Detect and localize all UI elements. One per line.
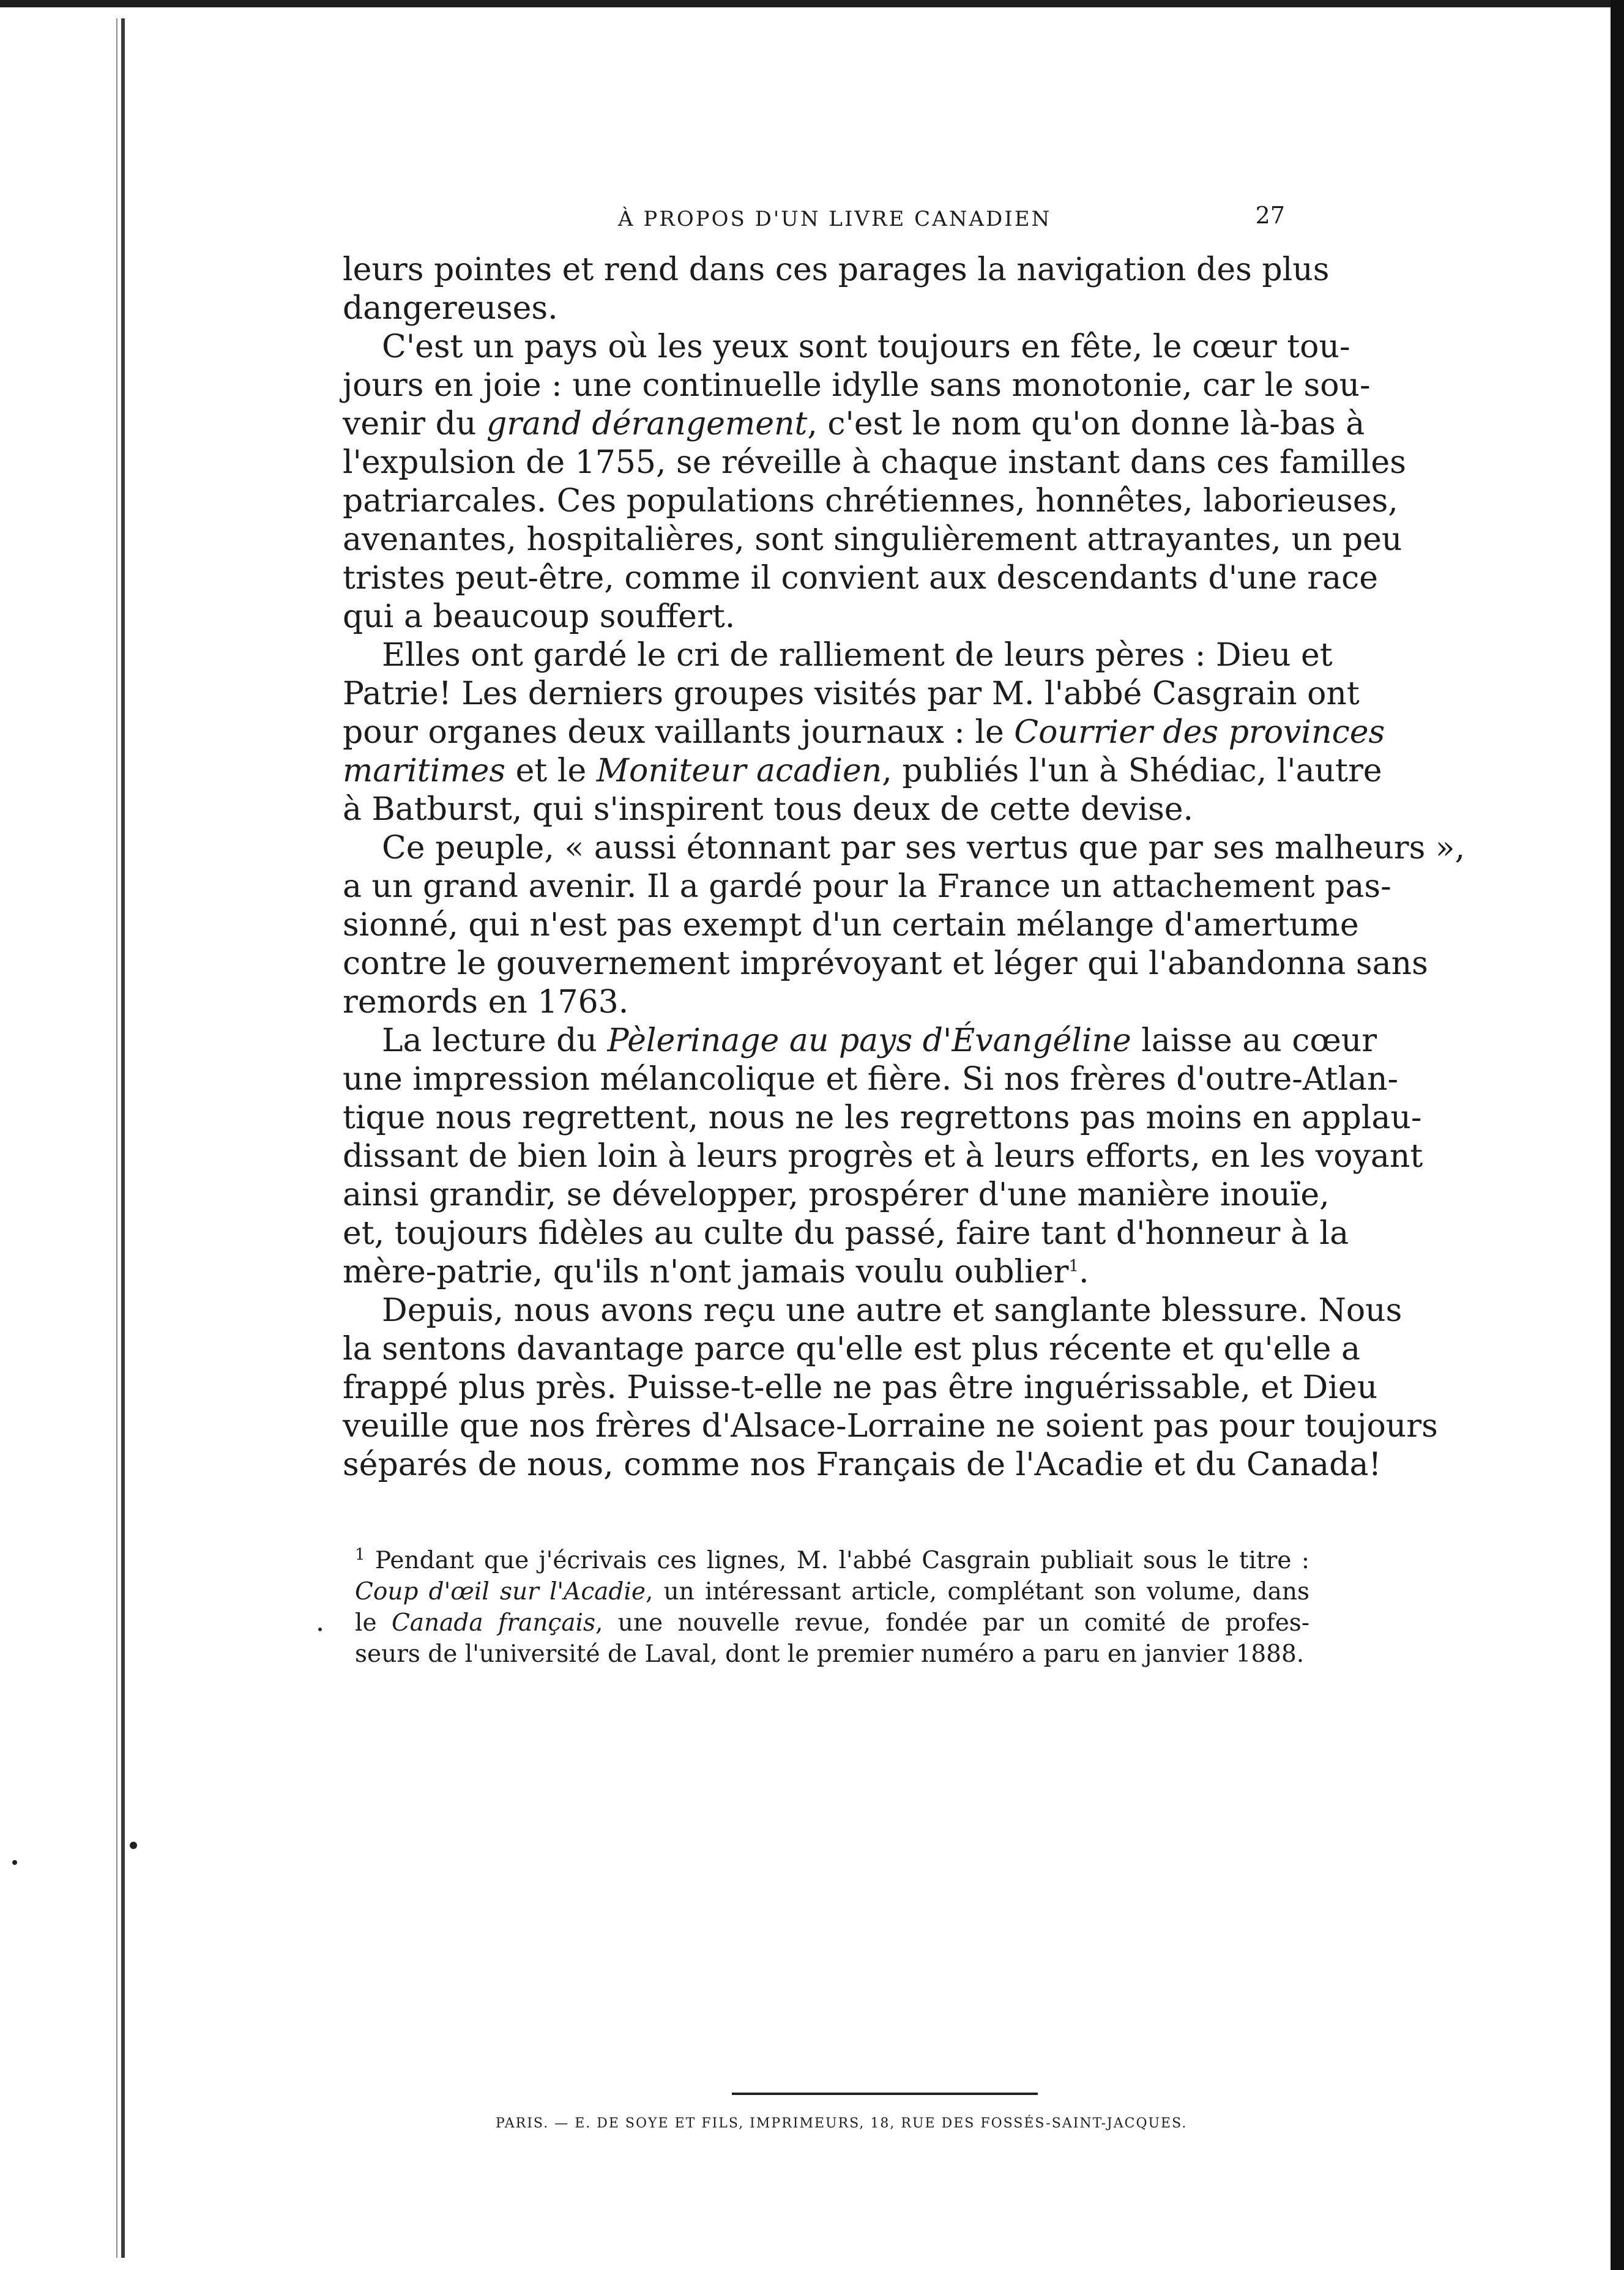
text-span: mère-patrie, qu'ils n'ont jamais voulu oublier <box>343 1254 1069 1290</box>
scan-top-edge <box>0 0 1624 7</box>
body-text <box>343 251 1466 1484</box>
scan-speck <box>12 1860 17 1865</box>
text-line: tristes peut-être, comme il convient aux descendants d'une race <box>343 560 1379 597</box>
text-line: Patrie! Les derniers groupes visités par M. l'abbé Casgrain ont <box>343 675 1360 712</box>
text-line: tique nous regrettent, nous ne les regrettons pas moins en applau- <box>343 1100 1422 1136</box>
italic-title: Courrier des provinces <box>1014 714 1385 751</box>
text-line: la sentons davantage parce qu'elle est plus récente et qu'elle a <box>343 1331 1360 1368</box>
text-line: a un grand avenir. Il a gardé pour la France un attachement pas- <box>343 868 1391 905</box>
footnote <box>355 1545 1309 1670</box>
paragraph-6 <box>343 1292 1438 1484</box>
text-span: , publiés l'un à Shédiac, l'autre <box>882 753 1382 789</box>
page-number: 27 <box>1255 202 1285 229</box>
text-line: patriarcales. Ces populations chrétiennes, honnêtes, laborieuses, <box>343 483 1398 519</box>
text-span: laisse au cœur <box>1131 1022 1377 1059</box>
printer-imprint: PARIS. — E. DE SOYE ET FILS, IMPRIMEURS, 18, RUE DES FOSSÉS-SAINT-JACQUES. <box>496 2116 1188 2131</box>
italic-term: grand dérangement <box>486 406 808 442</box>
footnote-line <box>355 1607 1309 1639</box>
footnote-reference: 1 <box>1068 1257 1079 1276</box>
text-line <box>343 405 1365 444</box>
page-header <box>343 202 1285 239</box>
paragraph-3 <box>343 636 1385 829</box>
scan-right-edge <box>1611 0 1624 2270</box>
italic-title: Canada français <box>391 1609 596 1637</box>
footnote-marker: 1 <box>355 1546 365 1564</box>
italic-title: Pèlerinage au pays d'Évangéline <box>607 1022 1131 1059</box>
scan-speck <box>318 1628 322 1631</box>
italic-title: Moniteur acadien <box>596 753 882 789</box>
paragraph-1 <box>343 251 1330 328</box>
text-line <box>343 713 1385 752</box>
binding-edge <box>121 18 125 2258</box>
text-line: dangereuses. <box>343 290 558 327</box>
text-line <box>343 1253 1285 1292</box>
text-span: pour organes deux vaillants journaux : le <box>343 714 1015 751</box>
text-line: ainsi grandir, se développer, prospérer d'une manière inouïe, <box>343 1177 1330 1213</box>
text-line: leurs pointes et rend dans ces parages la navigation des plus <box>343 251 1330 288</box>
text-span: , c'est le nom qu'on donne là-bas à <box>807 406 1365 442</box>
text-line: frappé plus près. Puisse-t-elle ne pas être inguérissable, et Dieu <box>343 1369 1378 1406</box>
text-span: . <box>1078 1254 1089 1290</box>
text-span: venir du <box>343 406 486 442</box>
text-line <box>343 1022 1377 1060</box>
text-line: C'est un pays où les yeux sont toujours en fête, le cœur tou- <box>382 329 1350 365</box>
text-span: , un intéressant article, complétant son volume, dans <box>645 1578 1309 1606</box>
text-line: Elles ont gardé le cri de ralliement de leurs pères : Dieu et <box>382 637 1333 674</box>
italic-title: maritimes <box>343 753 506 789</box>
text-line: séparés de nous, comme nos Français de l'Acadie et du Canada! <box>343 1446 1382 1483</box>
text-line: contre le gouvernement imprévoyant et léger qui l'abandonna sans <box>343 945 1428 982</box>
text-line: qui a beaucoup souffert. <box>343 598 736 635</box>
text-line: à Batburst, qui s'inspirent tous deux de cette devise. <box>343 791 1194 828</box>
text-span: et le <box>505 753 597 789</box>
binding-shadow <box>116 18 117 2258</box>
footnote-line: seurs de l'université de Laval, dont le premier numéro a paru en janvier 1888. <box>355 1640 1305 1668</box>
text-line: veuille que nos frères d'Alsace-Lorraine ne soient pas pour toujours <box>343 1408 1438 1445</box>
text-span: Pendant que j'écrivais ces lignes, M. l'abbé Casgrain publiait sous le titre : <box>365 1547 1309 1574</box>
text-line: une impression mélancolique et fière. Si nos frères d'outre-Atlan- <box>343 1061 1399 1098</box>
text-line: et, toujours fidèles au culte du passé, faire tant d'honneur à la <box>343 1215 1349 1252</box>
italic-title: Coup d'œil sur l'Acadie <box>355 1578 646 1606</box>
text-line: sionné, qui n'est pas exempt d'un certain mélange d'amertume <box>343 907 1359 943</box>
text-line: remords en 1763. <box>343 984 629 1021</box>
imprint-rule <box>732 2093 1038 2095</box>
text-span: le <box>355 1609 392 1637</box>
scan-speck <box>130 1842 137 1849</box>
text-line <box>343 752 1382 791</box>
text-line: Ce peuple, « aussi étonnant par ses vertus que par ses malheurs », <box>382 830 1466 866</box>
footnote-line <box>355 1545 1309 1576</box>
text-span: La lecture du <box>382 1022 608 1059</box>
text-line: avenantes, hospitalières, sont singulièrement attrayantes, un peu <box>343 521 1402 558</box>
paragraph-4 <box>343 829 1466 1022</box>
paragraph-5 <box>343 1022 1423 1292</box>
footnote-line <box>355 1576 1309 1607</box>
paragraph-2 <box>343 328 1406 636</box>
text-span: , une nouvelle revue, fondée par un comité de profes- <box>595 1609 1309 1637</box>
text-line: jours en joie : une continuelle idylle sans monotonie, car le sou- <box>343 367 1371 404</box>
text-line: l'expulsion de 1755, se réveille à chaque instant dans ces familles <box>343 444 1406 481</box>
text-line: dissant de bien loin à leurs progrès et à leurs efforts, en les voyant <box>343 1138 1423 1175</box>
text-line: Depuis, nous avons reçu une autre et sanglante blessure. Nous <box>382 1292 1402 1329</box>
running-head: À PROPOS D'UN LIVRE CANADIEN <box>618 207 1052 231</box>
